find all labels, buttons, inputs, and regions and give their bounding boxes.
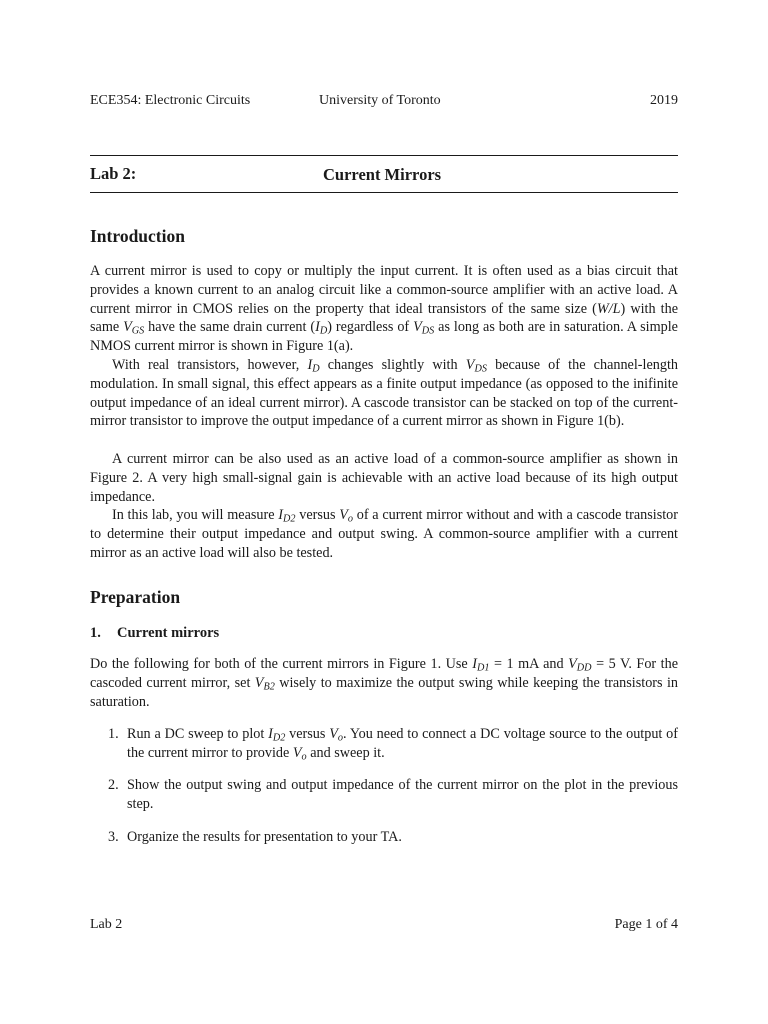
list-item-text: Organize the results for presentation to your TA. [127, 829, 402, 845]
list-item [90, 725, 678, 765]
page-number: Page 1 of 4 [614, 917, 678, 932]
current-mirrors-subheading [90, 623, 219, 643]
title-rule-top [90, 155, 678, 156]
page-footer [90, 916, 678, 934]
preparation-paragraph: Do the following for both of the current mirrors in Figure 1. Use $I_{D1} = 1$ mA and $V_{DD} = 5$ V. For the cascoded current mirror, set $V_{B2}$ wisely to maximize the output swing while keeping the transistors in saturation. [90, 656, 678, 710]
year: 2019 [650, 93, 678, 108]
lab-number: Lab 2: [90, 164, 137, 183]
title-rule-bottom [90, 192, 678, 193]
university-name: University of Toronto [319, 93, 441, 108]
list-item-text: Run a DC sweep to plot $I_{D2}$ versus $V_o$. You need to connect a DC voltage source to the output of the current mirror to provide $V_o$ and sweep it. [127, 726, 678, 763]
intro-paragraph-4: In this lab, you will measure $I_{D2}$ versus $V_o$ of a current mirror without and with a cascode transistor to determine their output impedance and output swing. A common-source amplifier with a current mirror as an active load will also be tested. [90, 507, 678, 561]
running-head [90, 92, 678, 110]
subsection-number: 1. [90, 625, 101, 641]
subsection-title: Current mirrors [117, 625, 220, 641]
list-item-number: 2. [108, 777, 119, 793]
list-item-number: 1. [108, 726, 119, 742]
intro-paragraph-2: With real transistors, however, $I_D$ changes slightly with $V_{DS}$ because of the channel-length modulation. In small signal, this effect appears as a finite output impedance (as opposed to the inifinite output impedance of an ideal current mirror). A cascode transistor can be stacked on top of the current-mirror transistor to improve the output impedance of a current mirror as shown in Figure 1(b). [90, 357, 678, 430]
list-item-text: Show the output swing and output impedance of the current mirror on the plot in the previous step. [127, 777, 678, 812]
footer-lab-label: Lab 2 [90, 917, 123, 932]
lab-title: Current Mirrors [323, 165, 442, 184]
intro-paragraph-3: A current mirror can be also used as an active load of a common-source amplifier as shown in Figure 2. A very high small-signal gain is achievable with an active load because of its high output impedance. [90, 451, 678, 505]
intro-paragraph-1: A current mirror is used to copy or multiply the input current. It is often used as a bias circuit that provides a known current to an analog circuit like a common-source amplifier with an active load. A current mirror in CMOS relies on the property that ideal transistors of the same size (W/L) with the same $V_{GS}$ have the same drain current $(I_D)$ regardless of $V_{DS}$ as long as both are in saturation. A simple NMOS current mirror is shown in Figure 1(a). [90, 263, 678, 355]
introduction-heading: Introduction [90, 226, 185, 246]
lab-title-row [90, 162, 678, 186]
document-page [90, 0, 678, 1024]
list-item-number: 3. [108, 829, 119, 845]
list-item [90, 776, 678, 816]
course-name: ECE354: Electronic Circuits [90, 93, 251, 108]
list-item [90, 828, 678, 848]
preparation-heading: Preparation [90, 587, 181, 607]
